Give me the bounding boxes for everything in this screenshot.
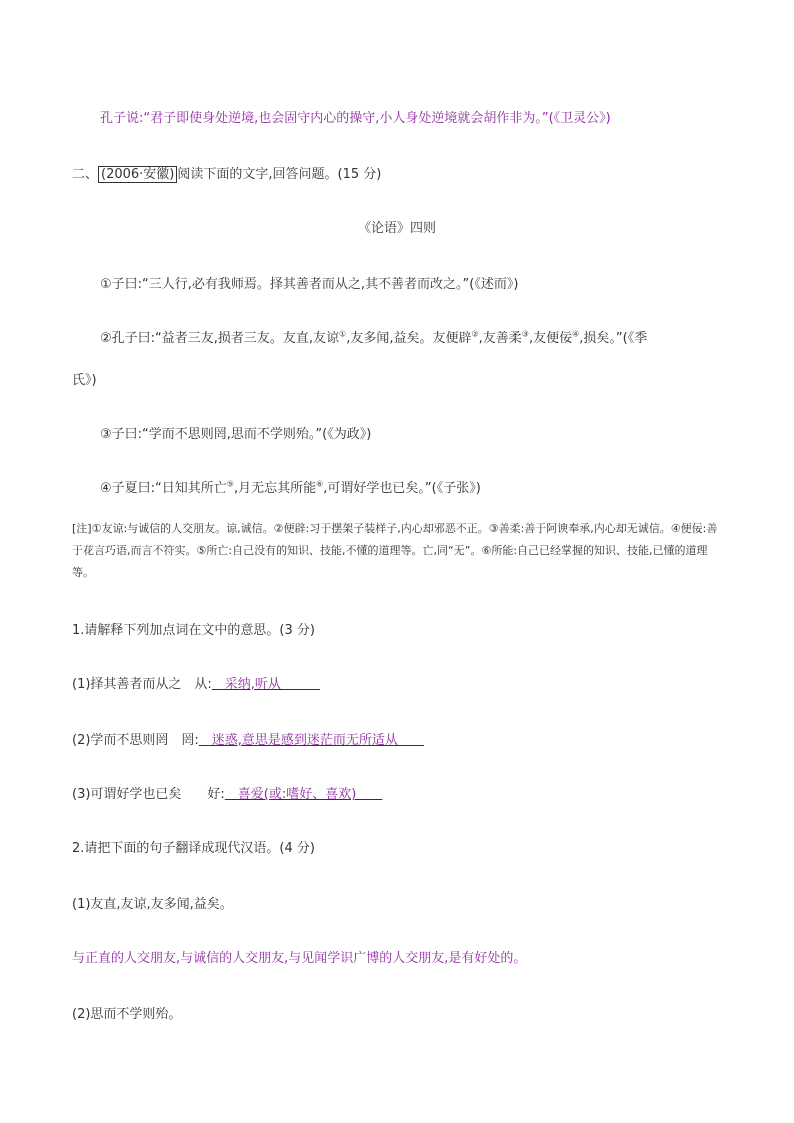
footnote-mark: ① [339,329,347,339]
question-2-item-1: (1)友直,友谅,友多闻,益矣。 [72,897,233,912]
passage-2-text: ,友善柔 [478,331,522,346]
section-2-heading [72,166,381,184]
passage-4-text: ④子夏曰:“日知其所亡 [100,481,227,496]
question-1-stem: 1.请解释下列加点词在文中的意思。(3 分) [72,623,315,638]
passage-2-text: ,友多闻,益矣。友便辟 [346,331,472,346]
passage-1: ①子曰:“三人行,必有我师焉。择其善者而从之,其不善者而改之。”(《述而》) [100,277,519,292]
quote-top: 孔子说:“君子即使身处逆境,也会固守内心的操守,小人身处逆境就会胡作非为。”(《卫灵公》) [100,111,611,126]
section-instruction: 阅读下面的文字,回答问题。(15 分) [177,167,382,182]
question-1-item-3 [72,786,382,804]
passage-2-text: ,损矣。”(《季 [579,331,648,346]
footnote-mark: ④ [572,329,580,339]
passage-3: ③子曰:“学而不思则罔,思而不学则殆。”(《为政》) [100,427,372,442]
passage-4-text: ,可谓好学也已矣。”(《子张》) [323,481,481,496]
item-answer: 喜爱(或:嗜好、喜欢) [224,787,383,802]
question-1-item-2 [72,732,424,750]
passage-2-text: ,友便佞 [528,331,573,346]
footnote-mark: ⑤ [226,479,234,489]
passage-2-continued: 氏》) [72,373,97,388]
passage-2-text: ②孔子曰:“益者三友,损者三友。友直,友谅 [100,331,340,346]
item-answer: 采纳,听从 [211,677,320,692]
passage-4-text: ,月无忘其所能 [233,481,317,496]
annotation-notes: [注]①友谅:与诚信的人交朋友。谅,诚信。②便辟:习于摆架子装样子,内心却邪恶不正。③善柔:善于阿谀奉承,内心却无诚信。④便佞:善于花言巧语,而言不符实。⑤所亡:自己没有的知识、技能,不懂的道理等。亡,同“无”。⑥所能:自己已经掌握的知识、技能,已懂的道理等。 [72,522,718,579]
source-box: (2006·安徽) [98,166,177,183]
question-2-stem: 2.请把下面的句子翻译成现代汉语。(4 分) [72,841,315,856]
item-label: (1)择其善者而从之 从: [72,677,212,692]
passage-2 [100,330,647,348]
footnote-mark: ② [471,329,479,339]
footnote-mark: ⑥ [316,479,324,489]
item-label: (2)学而不思则罔 罔: [72,733,199,748]
item-answer: 迷惑,意思是感到迷茫而无所适从 [198,733,424,748]
item-label: (3)可谓好学也已矣 好: [72,787,225,802]
passage-4 [100,480,481,498]
question-2-answer-1: 与正直的人交朋友,与诚信的人交朋友,与见闻学识广博的人交朋友,是有好处的。 [72,951,527,966]
question-2-item-2: (2)思而不学则殆。 [72,1007,182,1022]
passage-title: 《论语》四则 [357,221,436,236]
question-1-item-1 [72,676,320,694]
section-number: 二、 [72,167,99,182]
footnote-mark: ③ [521,329,529,339]
